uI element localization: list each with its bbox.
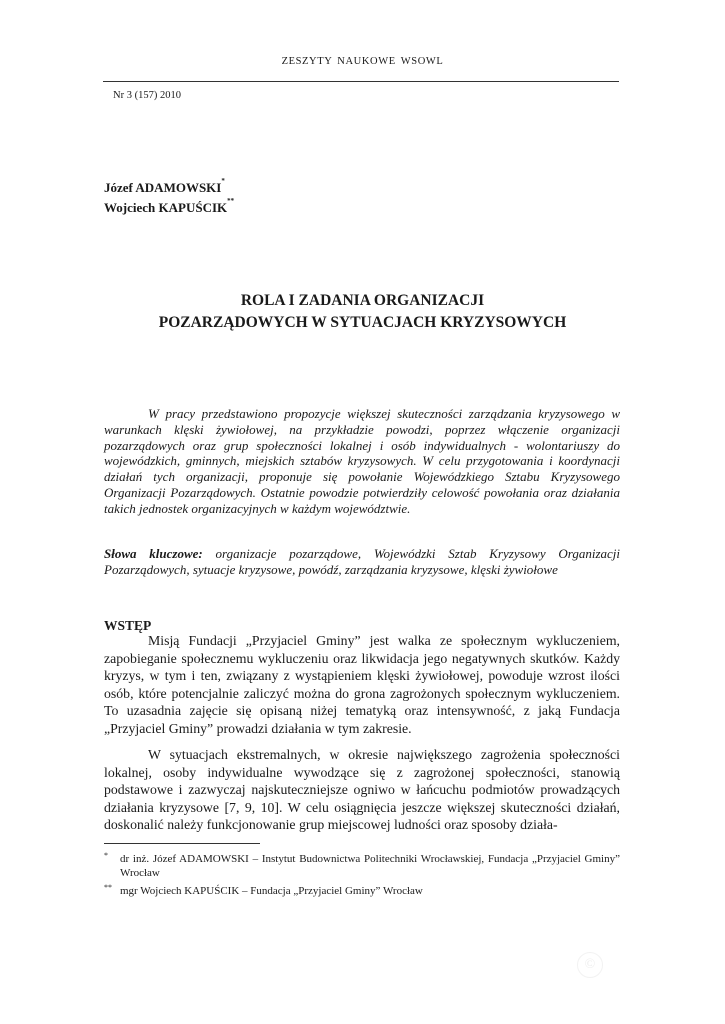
author-name: Wojciech KAPUŚCIK (104, 200, 228, 215)
author-1 (104, 177, 225, 196)
footnote-mark: * (104, 851, 108, 860)
section-heading: WSTĘP (104, 618, 152, 633)
title-line-2: POZARZĄDOWYCH W SYTUACJACH KRYZYSOWYCH (158, 314, 567, 331)
footnote-rule (104, 843, 260, 844)
watermark-icon: © (577, 952, 603, 978)
keywords-text: organizacje pozarządowe, Wojewódzki Sztab Kryzysowy Organizacji Pozarządowych, sytuacje kryzysowe, powódź, zarządzania kryzysowe, klęski żywiołowe (104, 546, 621, 577)
paper-title (0, 290, 725, 334)
journal-title: ZESZYTY NAUKOWE WSOWL (281, 56, 444, 67)
author-2 (104, 197, 235, 216)
keywords (104, 546, 620, 578)
author-footnote-mark[interactable]: * (221, 177, 225, 185)
footnote-text: dr inż. Józef ADAMOWSKI – Instytut Budownictwa Politechniki Wrocławskiej, Fundacja „Przyjaciel Gminy” Wrocław (120, 853, 620, 879)
footnote-1 (104, 852, 620, 880)
author-footnote-mark[interactable]: ** (227, 197, 235, 205)
issue-number: Nr 3 (157) 2010 (113, 90, 181, 101)
footnote-text: mgr Wojciech KAPUŚCIK – Fundacja „Przyjaciel Gminy” Wrocław (120, 885, 423, 897)
body-paragraph-2: W sytuacjach ekstremalnych, w okresie największego zagrożenia społeczności lokalnej, osoby indywidualne wywodzące się z zagrożonej społeczności, stanowią podstawowe i zazwyczaj najskuteczniejsze ogniwo w łańcuchu podmiotów prowadzących działania kryzysowe [7, 9, 10]. W celu osiągnięcia jeszcze większej skuteczności działań, doskonalić należy funkcjonowanie grup miejscowej ludności oraz sposoby działa- (104, 747, 620, 833)
body-paragraph-1: Misją Fundacji „Przyjaciel Gminy” jest walka ze społecznym wykluczeniem, zapobieganie społecznemu wykluczeniu oraz likwidacja jego negatywnych skutków. Każdy kryzys, w tym i ten, związany z wystąpieniem klęski żywiołowej, powoduje wzrost ilości osób, które potencjalnie zaliczyć można do grona zagrożonych społecznym wykluczeniem. To uzasadnia zajęcie się opisaną niżej tematyką oraz intensywność, z jaką Fundacja „Przyjaciel Gminy” prowadzi działania w tym zakresie. (104, 633, 620, 736)
keywords-label: Słowa kluczowe: (104, 546, 203, 561)
footnote-2 (104, 884, 620, 898)
footnote-mark: ** (104, 883, 112, 892)
author-name: Józef ADAMOWSKI (104, 180, 222, 195)
abstract: W pracy przedstawiono propozycje większej skuteczności zarządzania kryzysowego w warunkach klęski żywiołowej, na przykładzie powodzi, poprzez włączenie organizacji pozarządowych oraz grup społeczności lokalnej i osób indywidualnych - wolontariuszy do wojewódzkich, gminnych, miejskich sztabów kryzysowych. W celu przygotowania i koordynacji działań tych organizacji, proponuje się powołanie Wojewódzkiego Sztabu Kryzysowego Organizacji Pozarządowych. Ostatnie powodzie potwierdziły celowość powołania oraz działania takich jednostek organizacyjnych w każdym województwie. (104, 406, 620, 516)
header-rule (103, 81, 619, 82)
title-line-1: ROLA I ZADANIA ORGANIZACJI (240, 292, 485, 309)
